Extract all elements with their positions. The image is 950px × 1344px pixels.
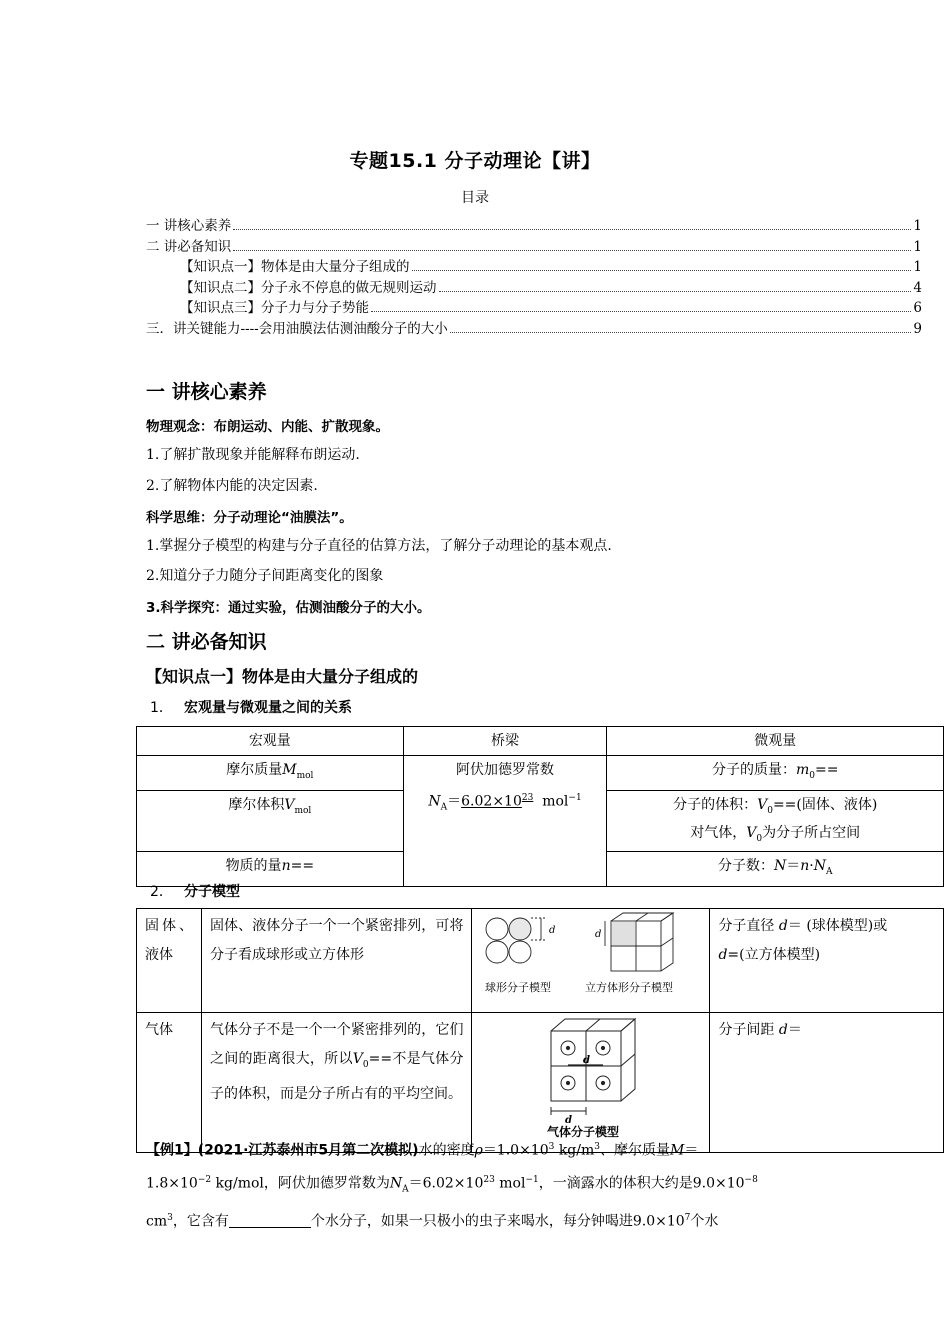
example-text: kg/mol，阿伏加德罗常数为 — [215, 1175, 390, 1192]
molar-volume-cell: 摩尔体积$V_{mol}$ — [137, 790, 404, 851]
toc-entry[interactable] — [146, 319, 922, 340]
toc-entry[interactable] — [146, 278, 922, 299]
cube-model-icon — [605, 913, 673, 971]
item-heading-macro-micro — [150, 697, 352, 717]
gas-description-a: 气体分子不是一个一个紧密排列的，它们之间的距离很大，所以 — [209, 1022, 464, 1067]
toc-entry-page: 1 — [913, 218, 922, 234]
item-number: 1． — [150, 700, 173, 716]
gas-label-cell — [137, 1013, 202, 1153]
sphere-model-icon — [486, 918, 545, 963]
macro-micro-table — [136, 726, 944, 887]
example-text: 个水分子，如果一只极小的虫子来喝水，每分钟喝进 — [310, 1213, 633, 1230]
gas-model-diagram-cell — [472, 1013, 710, 1153]
solid-liquid-desc-cell — [201, 909, 472, 1013]
solid-diameter-cell — [710, 909, 944, 1013]
table-of-contents — [146, 216, 922, 339]
example-text: ，一滴露水的体积大约是 — [538, 1175, 693, 1192]
gas-label: 气体 — [145, 1022, 173, 1038]
solid-model-diagram-cell — [472, 909, 710, 1013]
item-title: 分子模型 — [184, 884, 240, 900]
cube-diameter-formula: d=(立方体模型) — [718, 947, 821, 963]
toc-leader-dots — [371, 311, 911, 312]
toc-entry[interactable] — [146, 257, 922, 278]
molecule-mass-label: 分子的质量： — [711, 762, 796, 778]
toc-entry-text: 二 讲必备知识 — [146, 238, 232, 255]
knowledge-point-heading: 【知识点一】物体是由大量分子组成的 — [146, 667, 419, 686]
sphere-diameter-label: d — [548, 925, 556, 936]
molecule-volume-label: 分子的体积： — [673, 796, 758, 813]
gas-distance-cell: 分子间距 d＝ — [710, 1013, 944, 1153]
molecule-count-cell: 分子数：$N=n\cdot N_A$ — [607, 851, 944, 886]
gas-description-b: ==不是气体分子的体积，而是分子所占有的平均空间。 — [209, 1051, 464, 1102]
solid-diameter-label: 分子直径 — [718, 918, 775, 934]
solid-molecule-models-diagram — [473, 909, 709, 1001]
amount-label: 物质的量 — [225, 857, 282, 874]
scientific-inquiry-line: 3.科学探究：通过实验，估测油酸分子的大小。 — [146, 600, 431, 616]
example-label: 【例1】 — [146, 1142, 198, 1159]
solid-liquid-label-cell — [137, 909, 202, 1013]
example-text: 1.8×10 — [146, 1175, 198, 1192]
item-heading-molecule-model — [150, 881, 240, 901]
table-header: 宏观量 — [137, 727, 404, 756]
example-text: cm — [146, 1213, 168, 1230]
table-header: 桥梁 — [403, 727, 607, 756]
molecule-model-table — [136, 908, 944, 1153]
toc-entry-page: 1 — [913, 238, 922, 255]
bridge-cell — [403, 756, 607, 887]
molecule-mass-cell: 分子的质量：$m_0==$ — [607, 756, 944, 791]
toc-leader-dots — [412, 270, 912, 271]
molar-mass-cell: 摩尔质量$M_{mol}$ — [137, 756, 404, 791]
solid-liquid-description: 固体、液体分子一个一个紧密排列，可将分子看成球形或立方体形 — [209, 918, 464, 963]
example-text: 、摩尔质量 — [599, 1142, 670, 1159]
concept-item: 2.了解物体内能的决定因素. — [146, 478, 318, 494]
example-text: kg/m — [558, 1142, 595, 1159]
toc-entry-text: 【知识点三】分子力与分子势能 — [180, 300, 369, 316]
example-text: 水的密度 — [418, 1142, 475, 1159]
sphere-model-caption: 球形分子模型 — [484, 981, 551, 994]
toc-entry[interactable] — [146, 298, 922, 319]
toc-leader-dots — [439, 291, 912, 292]
gas-model-caption: 气体分子模型 — [546, 1125, 619, 1139]
toc-entry-text: 【知识点二】分子永不停息的做无规则运动 — [180, 279, 437, 296]
toc-entry-page: 6 — [913, 300, 922, 316]
sphere-model-note: (球体模型)或 — [806, 918, 888, 934]
gas-cube-icon — [551, 1019, 635, 1115]
answer-blank[interactable] — [229, 1213, 311, 1228]
molar-mass-label: 摩尔质量 — [226, 762, 283, 778]
gas-description: 气体分子不是一个一个紧密排列的，它们之间的距离很大，所以$V_0==$不是气体分子的体积，而是分子所占有的平均空间。 — [209, 1022, 464, 1102]
concept-item: 1.了解扩散现象并能解释布朗运动. — [146, 447, 360, 463]
molecule-volume-cell: 分子的体积：$V_0==$(固体、液体) 对气体，$V_0$为分子所占空间 — [607, 790, 944, 851]
table-header: 微观量 — [607, 727, 944, 756]
toc-entry-page: 4 — [913, 279, 922, 296]
thinking-item: 2.知道分子力随分子间距离变化的图象 — [146, 568, 384, 584]
toc-leader-dots — [233, 229, 911, 230]
cube-edge-label: d — [594, 929, 602, 940]
section-heading-essential-knowledge: 二 讲必备知识 — [146, 631, 267, 653]
molar-volume-label: 摩尔体积 — [228, 796, 285, 813]
avogadro-label: 阿伏加德罗常数 — [456, 762, 555, 778]
document-title: 专题15.1 分子动理论【讲】 — [349, 150, 601, 172]
gas-edge-label: d — [564, 1115, 572, 1126]
toc-entry[interactable] — [146, 216, 922, 237]
thinking-item: 1.掌握分子模型的构建与分子直径的估算方法，了解分子动理论的基本观点. — [146, 538, 612, 554]
molecule-count-label: 分子数： — [717, 857, 774, 874]
molecule-volume-note: ==(固体、液体) — [772, 796, 878, 813]
item-title: 宏观量与微观量之间的关系 — [184, 700, 352, 716]
gas-molecule-model-diagram — [473, 1013, 709, 1141]
solid-liquid-label: 固体、液体 — [145, 918, 193, 963]
scientific-thinking-heading: 科学思维：分子动理论“油膜法”。 — [146, 510, 353, 526]
item-number: 2． — [150, 884, 173, 900]
cube-model-caption: 立方体形分子模型 — [584, 981, 673, 994]
gas-distance-text: 分子间距 — [718, 1022, 775, 1038]
toc-leader-dots — [450, 332, 912, 333]
toc-entry-text: 三．讲关键能力----会用油膜法估测油酸分子的大小 — [146, 320, 448, 337]
gas-desc-cell — [201, 1013, 472, 1153]
toc-entry-text: 一 讲核心素养 — [146, 218, 232, 234]
physics-concept-heading: 物理观念：布朗运动、内能、扩散现象。 — [146, 419, 389, 435]
example-1-paragraph: 【例1】(2021·江苏泰州市5月第二次模拟)水的密度$\rho=1.0\times 10^3$ $kg/m^3$、摩尔质量M＝ $1.8\times 10^{-2}$ kg/mol，阿伏加德罗常数为$N_A=6.02\times 10^{23}$ mol$^{-1}$，一滴露水的体积大约是$9.0\times 10^{-8}$ $cm^3$，它含有 个水分子，如果一只极小的虫子来喝水，每分钟喝进$9.0\times 10^7$个水 — [146, 1142, 758, 1230]
example-source: (2021·江苏泰州市5月第二次模拟) — [197, 1142, 419, 1159]
cube-model-note: (立方体模型) — [739, 947, 821, 963]
example-text: 个水 — [690, 1213, 719, 1230]
toc-entry[interactable] — [146, 237, 922, 258]
toc-entry-page: 9 — [913, 320, 922, 337]
gas-volume-note: 对气体， — [690, 824, 747, 841]
gas-distance-label: d — [582, 1055, 590, 1066]
toc-entry-text: 【知识点一】物体是由大量分子组成的 — [180, 259, 410, 275]
section-heading-core-literacy: 一 讲核心素养 — [146, 381, 267, 403]
avogadro-value: 6.02×10 — [461, 793, 522, 810]
solid-diameter-formula: 分子直径 d＝ (球体模型)或 — [718, 918, 888, 934]
gas-volume-note-tail: 为分子所占空间 — [762, 824, 861, 841]
toc-heading: 目录 — [461, 190, 489, 206]
avogadro-unit: mol — [542, 793, 569, 810]
toc-entry-page: 1 — [913, 259, 922, 275]
avogadro-exponent: 23 — [521, 793, 534, 803]
toc-leader-dots — [233, 250, 911, 251]
amount-cell: 物质的量n== — [137, 851, 404, 886]
avogadro-formula: $N_A=6.02\times 10^{23}$ mol$^{-1}$ — [428, 793, 582, 813]
example-text: ，它含有 — [172, 1213, 229, 1230]
